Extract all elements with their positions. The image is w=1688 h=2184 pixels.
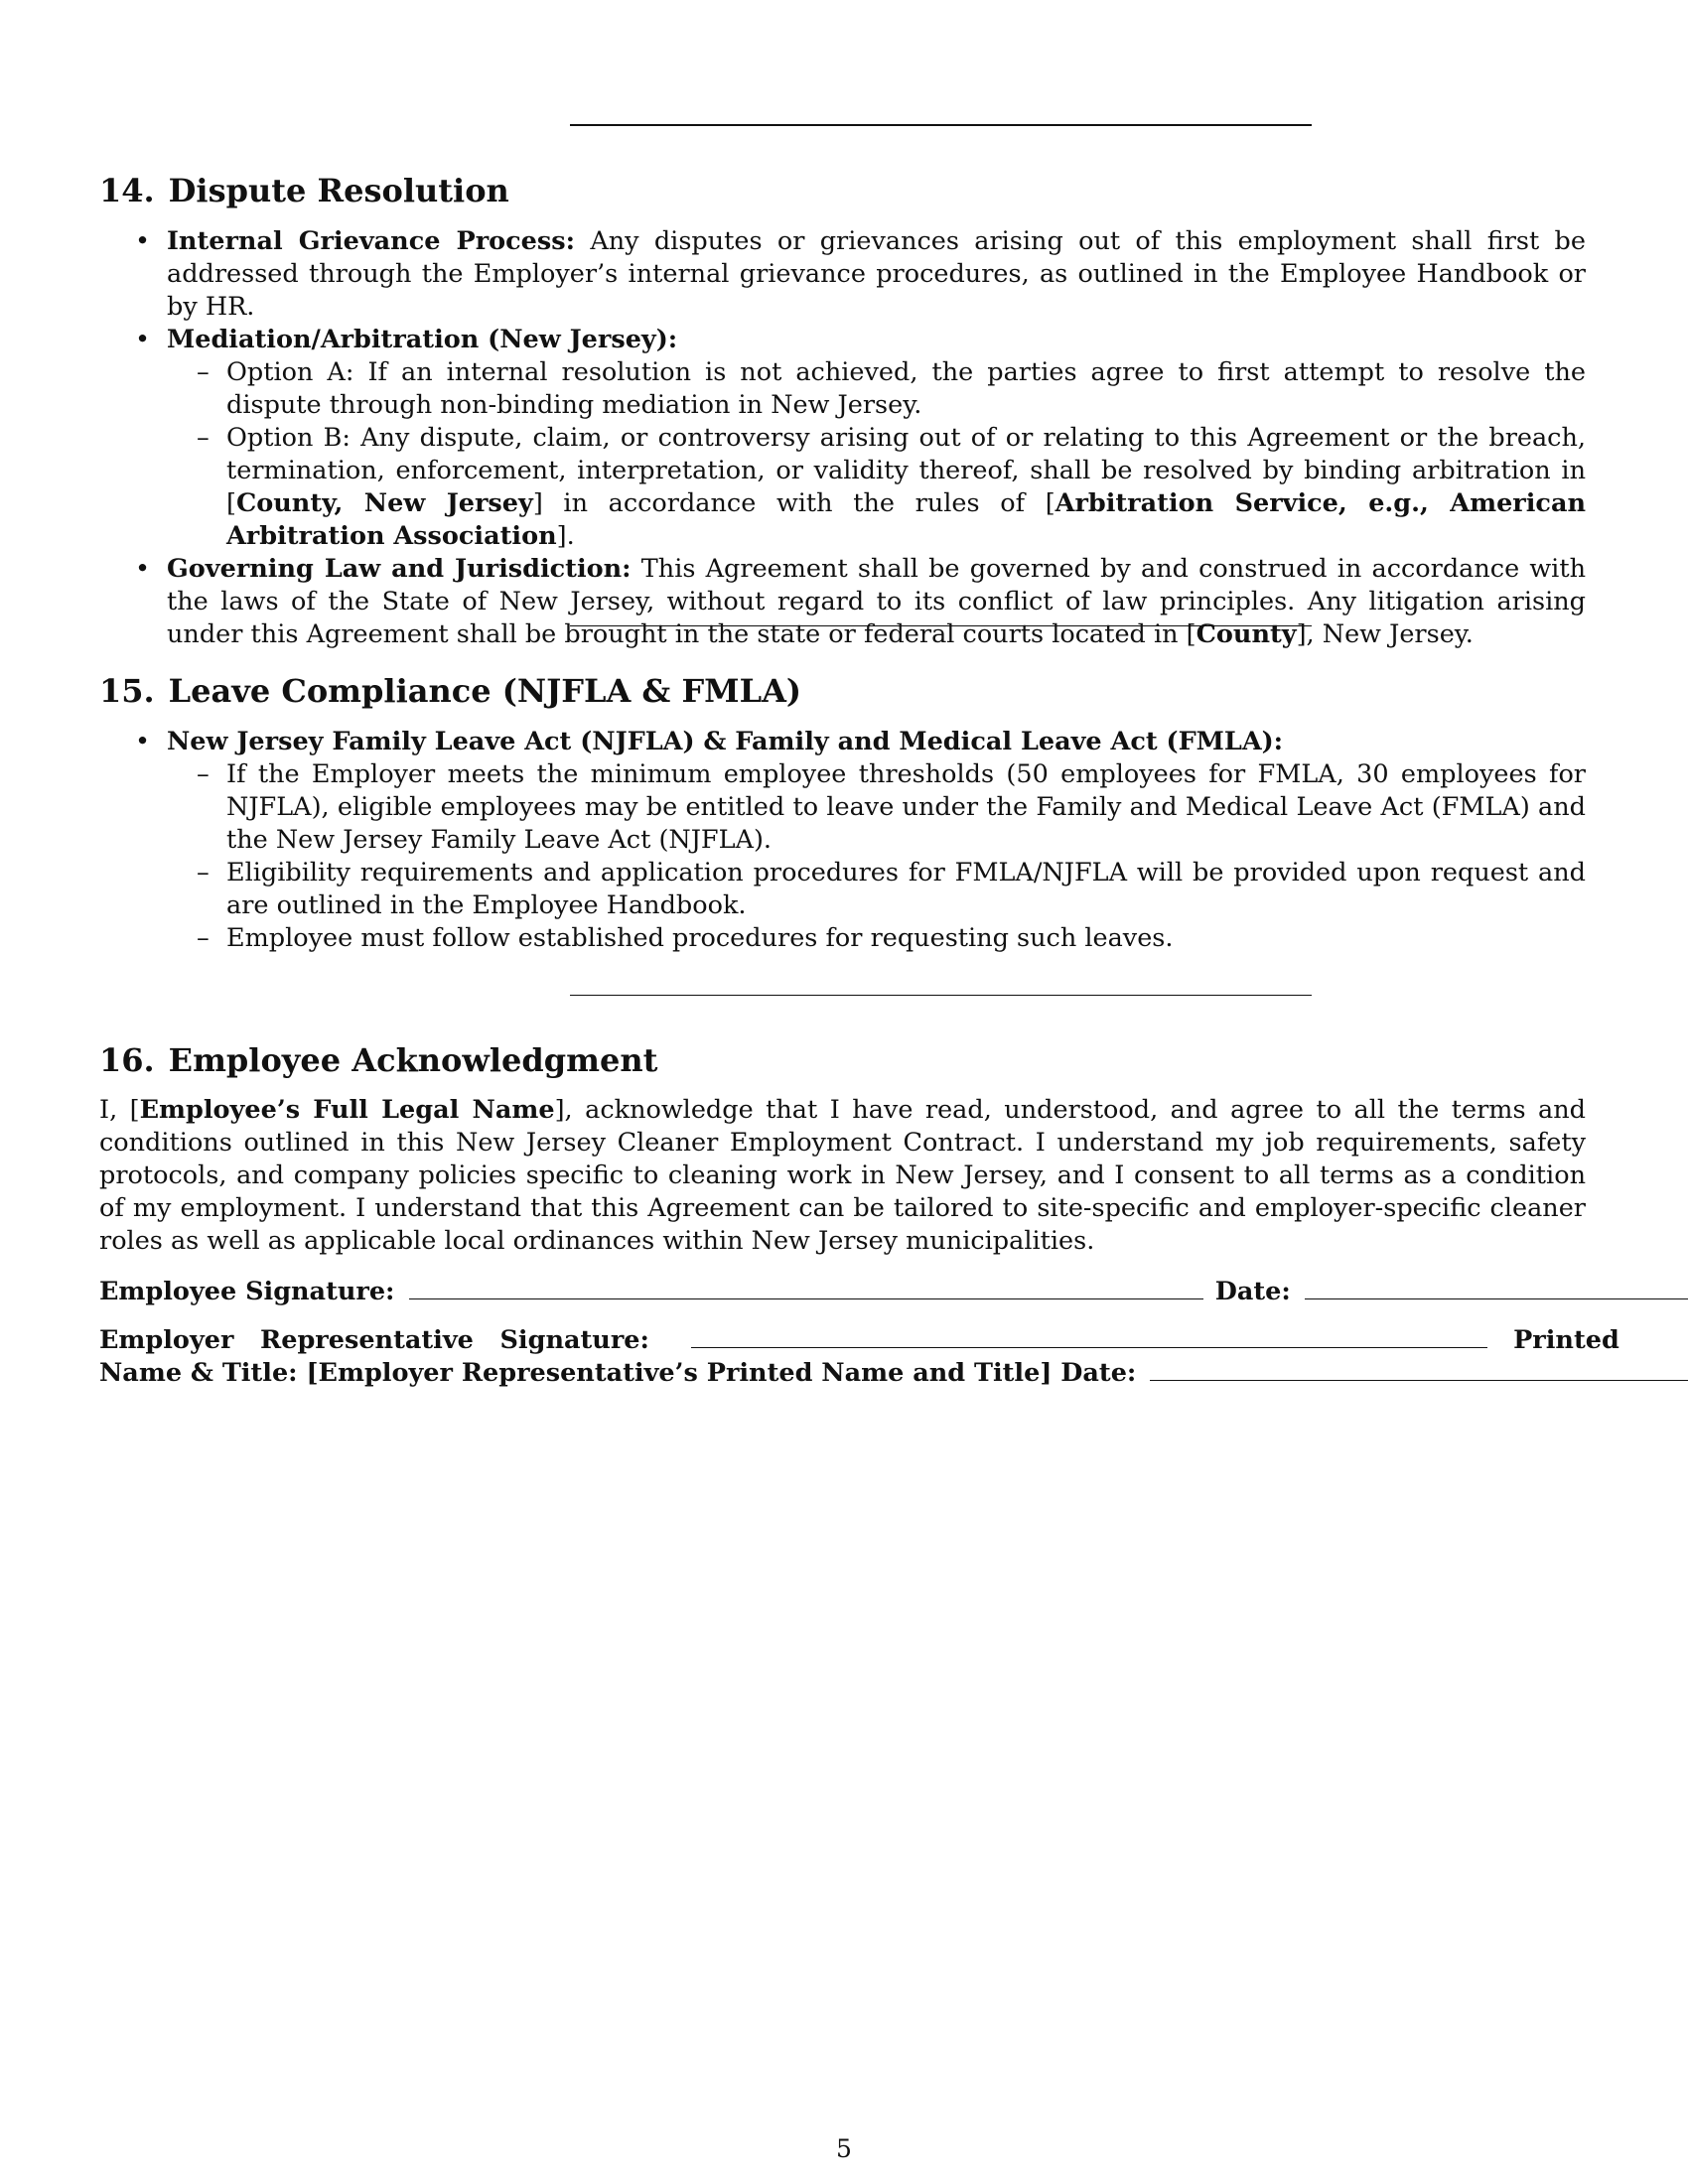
ack-text-pre: I, [ bbox=[99, 1095, 140, 1125]
section-14-list bbox=[99, 225, 1586, 651]
section-15-list bbox=[99, 726, 1586, 955]
option-b bbox=[167, 422, 1586, 553]
section-14-number: 14. bbox=[99, 172, 155, 209]
grievance-text: Any disputes or grievances arising out of this employment shall first be addressed through the Employer’s internal grievance procedures, as outlined in the Employee Handbook or by HR. bbox=[167, 226, 1586, 322]
section-16-title: Employee Acknowledgment bbox=[168, 1041, 658, 1079]
ack-text-post: ], acknowledge that I have read, understood, and agree to all the terms and conditions outlined in this New Jersey Cleaner Employment Contract. I understand my job requirements, safety protocols, and company policies specific to cleaning work in New Jersey, and I consent to all terms as a condition of my employment. I understand that this Agreement can be tailored to site-specific and employer-specific cleaner roles as well as applicable local ordinances within New Jersey municipalities. bbox=[99, 1095, 1586, 1256]
section-14-body bbox=[99, 225, 1586, 651]
option-b-text: Option B: Any dispute, claim, or controversy arising out of or relating to this Agreement or the breach, termination, enforcement, interpretation, or validity thereof, shall be resolved by binding arbitration in [ bbox=[226, 423, 1586, 518]
section-divider-top bbox=[570, 124, 1312, 126]
employee-date-field[interactable] bbox=[1305, 1275, 1688, 1299]
section-divider-14-15 bbox=[570, 625, 1312, 626]
leave-item: – If the Employer meets the minimum employee thresholds (50 employees for FMLA, 30 employees for NJFLA), eligible employees may be entitled to leave under the Family and Medical Leave Act (FMLA) and the New Jersey Family Leave Act (NJFLA). bbox=[167, 758, 1586, 857]
leave-acts-label: New Jersey Family Leave Act (NJFLA) & Family and Medical Leave Act (FMLA): bbox=[167, 727, 1284, 756]
employee-signature-row bbox=[99, 1275, 1688, 1308]
mediation-options bbox=[167, 356, 1586, 553]
option-b-end: ]. bbox=[556, 521, 575, 551]
employer-name-title-label: Name & Title: [Employer Representative’s Printed Name and Title] Date: bbox=[99, 1358, 1137, 1388]
employer-signature-row bbox=[99, 1323, 1619, 1357]
employee-name-placeholder: Employee’s Full Legal Name bbox=[139, 1095, 555, 1125]
governing-end: ], New Jersey. bbox=[1296, 619, 1474, 649]
option-b-mid: ] in accordance with the rules of [ bbox=[532, 488, 1055, 518]
employee-signature-field[interactable] bbox=[409, 1275, 1203, 1299]
list-item-leave-acts bbox=[99, 726, 1586, 955]
employee-signature-label: Employee Signature: bbox=[99, 1277, 395, 1306]
leave-item: – Eligibility requirements and application procedures for FMLA/NJFLA will be provided upon request and are outlined in the Employee Handbook. bbox=[167, 857, 1586, 922]
section-14-heading bbox=[99, 171, 509, 210]
list-item-grievance bbox=[99, 225, 1586, 324]
document-page bbox=[99, 0, 1619, 2184]
governing-text: This Agreement shall be governed by and construed in accordance with the laws of the State of New Jersey, without regard to its conflict of law principles. Any litigation arising under this Agreement shall be brought in the state or federal courts located in [ bbox=[167, 554, 1586, 649]
leave-item: – Employee must follow established procedures for requesting such leaves. bbox=[167, 922, 1586, 955]
governing-label: Governing Law and Jurisdiction: bbox=[167, 554, 632, 584]
employer-signature-field[interactable] bbox=[691, 1323, 1487, 1348]
option-a: – Option A: If an internal resolution is not achieved, the parties agree to first attempt to resolve the dispute through non-binding mediation in New Jersey. bbox=[167, 356, 1586, 422]
employer-name-title-row bbox=[99, 1356, 1688, 1390]
section-15-heading bbox=[99, 671, 801, 711]
option-b-county: County, New Jersey bbox=[235, 488, 533, 518]
section-14-title: Dispute Resolution bbox=[168, 172, 509, 209]
grievance-label: Internal Grievance Process: bbox=[167, 226, 576, 256]
section-15-title: Leave Compliance (NJFLA & FMLA) bbox=[168, 672, 802, 710]
leave-items bbox=[167, 758, 1586, 955]
section-16-number: 16. bbox=[99, 1041, 155, 1079]
employer-signature-label: Employer Representative Signature: bbox=[99, 1325, 649, 1355]
page-number: 5 bbox=[836, 2134, 852, 2163]
list-item-governing-law bbox=[99, 553, 1586, 651]
acknowledgment-paragraph bbox=[99, 1094, 1586, 1258]
option-b-service: Arbitration Service, e.g., American Arbitration Association bbox=[226, 488, 1587, 551]
mediation-label: Mediation/Arbitration (New Jersey): bbox=[167, 325, 678, 354]
section-divider-15-16 bbox=[570, 995, 1312, 996]
employer-date-field[interactable] bbox=[1150, 1356, 1688, 1381]
section-15-number: 15. bbox=[99, 672, 155, 710]
section-15-body bbox=[99, 726, 1586, 955]
governing-county: County bbox=[1196, 619, 1297, 649]
list-item-mediation bbox=[99, 324, 1586, 553]
section-16-heading bbox=[99, 1040, 657, 1080]
printed-label: Printed bbox=[1513, 1325, 1619, 1355]
employee-date-label: Date: bbox=[1214, 1277, 1291, 1306]
